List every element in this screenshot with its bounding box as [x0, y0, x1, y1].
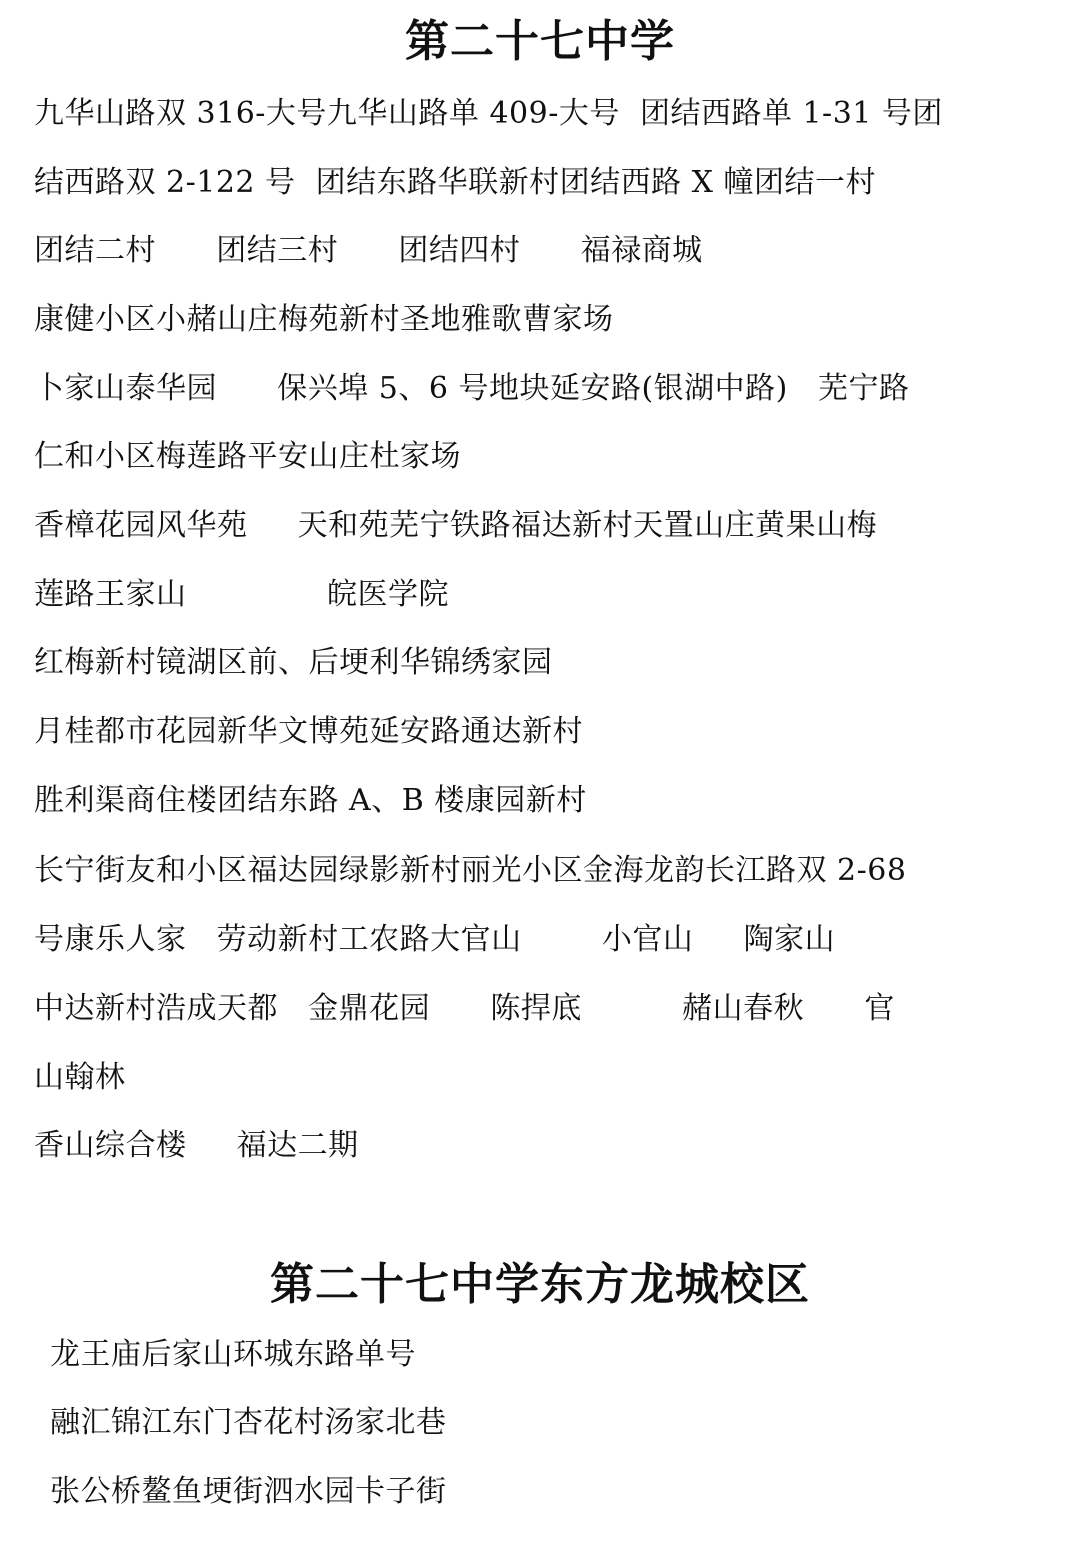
address-line: 仁和小区梅莲路平安山庄杜家场 [34, 439, 461, 474]
address-line: 红梅新村镜湖区前、后埂利华锦绣家园 [34, 645, 553, 680]
address-line: 莲路王家山 皖医学院 [34, 577, 450, 612]
address-line: 中达新村浩成天都 金鼎花园 陈捍底 赭山春秋 官 [34, 991, 895, 1026]
address-line: 号康乐人家 劳动新村工农路大官山 小官山 陶家山 [34, 922, 836, 957]
address-line: 张公桥鳌鱼埂街泗水园卡子街 [50, 1474, 447, 1509]
address-line: 长宁街友和小区福达园绿影新村丽光小区金海龙韵长江路双 2-68 [34, 853, 907, 888]
section-title: 第二十七中学东方龙城校区 [270, 1259, 810, 1310]
address-line: 卜家山泰华园 保兴埠 5、6 号地块延安路(银湖中路) 芜宁路 [34, 371, 910, 406]
address-line: 龙王庙后家山环城东路单号 [50, 1337, 416, 1372]
address-line: 山翰林 [34, 1060, 126, 1095]
address-line: 月桂都市花园新华文博苑延安路通达新村 [34, 714, 583, 749]
address-line: 结西路双 2-122 号 团结东路华联新村团结西路 X 幢团结一村 [34, 165, 877, 200]
address-line: 香樟花园风华苑 天和苑芜宁铁路福达新村天置山庄黄果山梅 [34, 508, 878, 543]
section-title: 第二十七中学 [405, 16, 675, 67]
address-line: 团结二村 团结三村 团结四村 福禄商城 [34, 233, 703, 268]
address-line: 融汇锦江东门杏花村汤家北巷 [50, 1405, 447, 1440]
address-line: 香山综合楼 福达二期 [34, 1128, 359, 1163]
address-line: 康健小区小赭山庄梅苑新村圣地雅歌曹家场 [34, 302, 614, 337]
address-line: 胜利渠商住楼团结东路 A、B 楼康园新村 [34, 783, 587, 818]
address-line: 九华山路双 316-大号九华山路单 409-大号 团结西路单 1-31 号团 [34, 96, 943, 131]
